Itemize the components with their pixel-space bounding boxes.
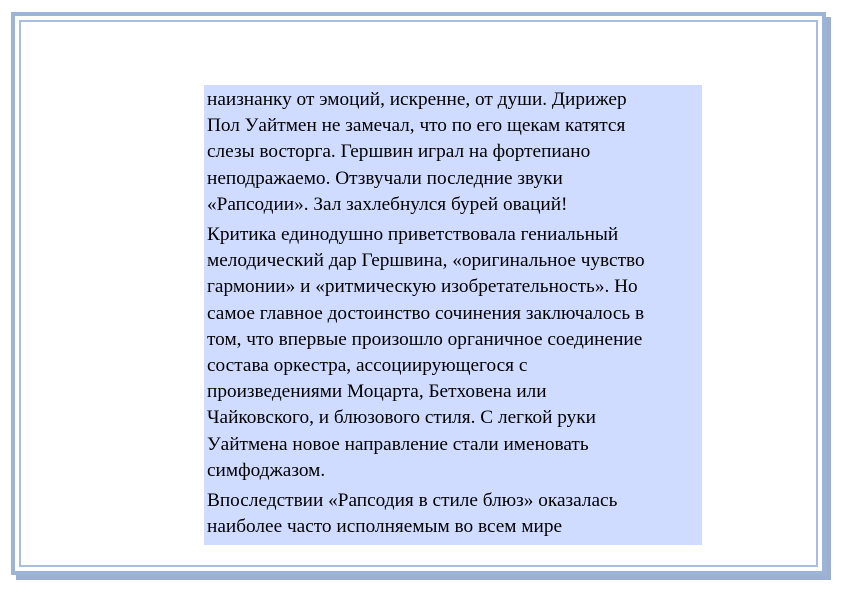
text-box: [204, 85, 702, 545]
paragraph: наизнанку от эмоций, искренне, от души. Дирижер Пол Уайтмен не замечал, что по его щекам катятся слезы восторга. Гершвин играл на фортепиано неподражаемо. Отзвучали последние звуки «Рапсодии». Зал захлебнулся бурей оваций!: [207, 89, 627, 215]
paragraph: Критика единодушно приветствовала гениальный мелодический дар Гершвина, «оригинальное чувство гармонии» и «ритмическую изобретательность». Но самое главное достоинство сочинения заключалось в том, что впервые произошло органичное соединение состава оркестра, ассоциирующегося с произведениями Моцарта, Бетховена или Чайковского, и блюзового стиля. С легкой руки Уайтмена новое направление стали именовать симфоджазом.: [207, 224, 645, 481]
paragraph: Впоследствии «Рапсодия в стиле блюз» оказалась наиболее часто исполняемым во всем мире: [207, 490, 618, 538]
